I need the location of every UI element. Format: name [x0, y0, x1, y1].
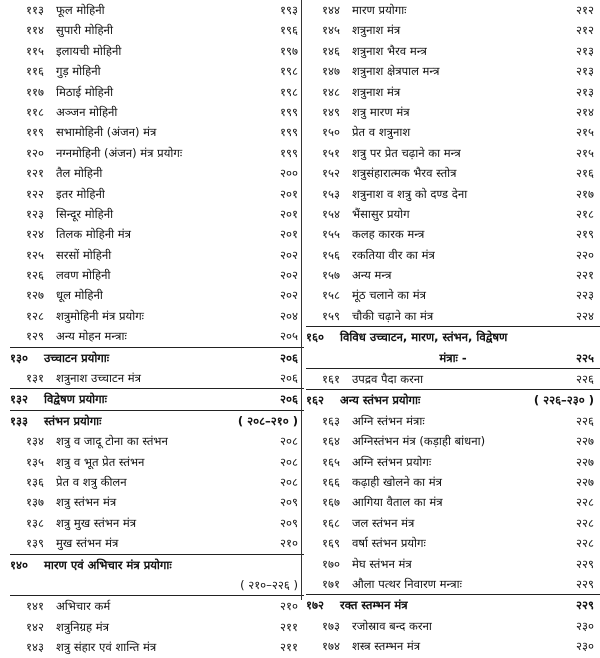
toc-entry [306, 143, 600, 163]
entry-title: रक्त स्तम्भन मंत्र [340, 598, 408, 613]
entry-page-number: २१६ [576, 166, 594, 181]
toc-section-heading [10, 347, 304, 368]
toc-entry [306, 245, 600, 265]
entry-title: मिठाई मोहिनी [56, 84, 114, 99]
entry-number: १४३ [26, 640, 44, 655]
entry-page-number: २३० [576, 618, 594, 633]
entry-page-number: २१५ [576, 125, 594, 140]
entry-title: नग्नमोहिनी (अंजन) मंत्र प्रयोगः [56, 145, 183, 160]
entry-page-number: २२८ [576, 536, 594, 551]
entry-title: शत्रु व भूत प्रेत स्तंभन [56, 454, 145, 469]
entry-page-number: ( २२६–२३० ) [533, 393, 594, 408]
entry-title: शत्रुमोहिनी मंत्र प्रयोगः [56, 308, 144, 323]
entry-page-number: २०४ [280, 308, 298, 323]
entry-number: १६७ [322, 495, 340, 510]
toc-entry [306, 431, 600, 451]
toc-entry [10, 637, 304, 657]
entry-page-number: २२८ [576, 515, 594, 530]
toc-entry [10, 102, 304, 122]
entry-title: आगिया वैताल का मंत्र [352, 495, 443, 510]
entry-number: १४७ [322, 64, 340, 79]
toc-entry [10, 245, 304, 265]
entry-number: १३६ [26, 474, 44, 489]
entry-page-number: २१० [280, 599, 298, 614]
entry-page-number: २११ [280, 640, 298, 655]
entry-number: १५० [322, 125, 340, 140]
entry-number: १६२ [306, 393, 324, 408]
entry-title: विविध उच्चाटन, मारण, स्तंभन, विद्वेषण [340, 330, 508, 345]
toc-entry [10, 41, 304, 61]
entry-number: १४४ [322, 3, 340, 17]
toc-entry [306, 102, 600, 122]
entry-page-number: २०० [280, 166, 298, 181]
entry-title: शत्रुनाश व शत्रु को दण्ड देना [352, 186, 468, 201]
entry-number: १३९ [26, 536, 44, 551]
entry-title: मूंठ चलाने का मंत्र [352, 288, 427, 303]
entry-number: १४९ [322, 104, 340, 119]
entry-number: १७१ [322, 576, 340, 591]
toc-entry [10, 326, 304, 346]
entry-page-number: ( २०८–२१० ) [237, 413, 298, 428]
entry-title: अग्निस्तंभन मंत्र (कड़ाही बांधना) [352, 434, 486, 449]
entry-number: १४१ [26, 599, 44, 614]
entry-page-number: २१८ [576, 206, 594, 221]
entry-number: १३८ [26, 515, 44, 530]
toc-entry [306, 0, 600, 20]
entry-title: अग्नि स्तंभन प्रयोगः [352, 454, 432, 469]
entry-page-number: २१२ [576, 3, 594, 17]
entry-page-number: २२८ [576, 495, 594, 510]
entry-title: शत्रु मुख स्तंभन मंत्र [56, 515, 137, 530]
entry-page-number: २०१ [280, 206, 298, 221]
entry-title: अन्य स्तंभन प्रयोगाः [340, 393, 421, 408]
entry-title: अग्नि स्तंभन मंत्राः [352, 413, 425, 428]
entry-page-number: २२९ [576, 598, 594, 613]
entry-number: ११४ [26, 23, 44, 38]
entry-number: १४० [10, 557, 28, 572]
entry-number: १४६ [322, 43, 340, 58]
entry-page-number: २२९ [576, 556, 594, 571]
entry-title: मुख स्तंभन मंत्र [56, 536, 119, 551]
entry-title: कढ़ाही खोलने का मंत्र [352, 474, 442, 489]
entry-title: शत्रु व जादू टोना का स्तंभन [56, 434, 168, 449]
toc-entry [306, 163, 600, 183]
toc-entry [306, 574, 600, 594]
entry-number: १२० [26, 145, 44, 160]
entry-title: रजोस्राव बन्द करना [352, 618, 432, 633]
entry-number: १५५ [322, 227, 340, 242]
entry-number: १२५ [26, 247, 44, 262]
entry-number: ११८ [26, 104, 44, 119]
entry-page-number: २०६ [280, 350, 298, 365]
toc-entry [10, 617, 304, 637]
entry-page-number: २२६ [576, 413, 594, 428]
entry-page-number: १९७ [280, 43, 298, 58]
entry-number: १२२ [26, 186, 44, 201]
entry-page-number: २२९ [576, 576, 594, 591]
entry-number: १३२ [10, 392, 28, 407]
entry-title: शत्रुनाश उच्चाटन मंत्र [56, 371, 141, 386]
toc-entry [306, 472, 600, 492]
toc-entry [306, 636, 600, 656]
entry-title: अभिचार कर्म [56, 599, 111, 614]
entry-title: स्तंभन प्रयोगाः [44, 413, 102, 428]
entry-number: १४८ [322, 84, 340, 99]
entry-page-number: २१३ [576, 64, 594, 79]
entry-title: अन्य मोहन मन्त्राः [56, 329, 127, 344]
toc-entry [10, 595, 304, 616]
toc-section-heading [10, 410, 304, 431]
entry-title: सभामोहिनी (अंजन) मंत्र [56, 125, 157, 140]
toc-entry [10, 20, 304, 40]
entry-title: सुपारी मोहिनी [56, 23, 113, 38]
entry-title: सिन्दूर मोहिनी [56, 206, 114, 221]
entry-page-number: ( २१०–२२६ ) [240, 577, 298, 592]
entry-page-number: २१३ [576, 43, 594, 58]
entry-number: १५३ [322, 186, 340, 201]
entry-page-number: २०८ [280, 434, 298, 449]
toc-section-heading [306, 594, 600, 615]
toc-section-heading [306, 326, 600, 347]
toc-entry [10, 224, 304, 244]
entry-number: १२४ [26, 227, 44, 242]
entry-title: शत्रु मारण मंत्र [352, 104, 410, 119]
entry-number: १२८ [26, 308, 44, 323]
toc-entry [10, 368, 304, 388]
entry-title: धूल मोहिनी [56, 288, 103, 303]
entry-page-number: १९३ [280, 3, 298, 17]
column-divider [301, 0, 302, 600]
entry-page-number: २०९ [280, 495, 298, 510]
toc-entry [10, 431, 304, 451]
entry-number: १६१ [322, 372, 340, 387]
toc-section-heading [10, 388, 304, 409]
entry-title: सरसों मोहिनी [56, 247, 112, 262]
entry-title: जल स्तंभन मंत्र [352, 515, 415, 530]
entry-number: १३१ [26, 371, 44, 386]
toc-entry [306, 82, 600, 102]
entry-number: १५१ [322, 145, 340, 160]
toc-entry [306, 20, 600, 40]
entry-title: शत्रुनाश क्षेत्रपाल मन्त्र [352, 64, 440, 79]
entry-title: शस्त्र स्तम्भन मंत्र [352, 639, 421, 654]
entry-title: चौकी चढ़ाने का मंत्र [352, 308, 434, 323]
entry-number: १३७ [26, 495, 44, 510]
entry-number: १४२ [26, 619, 44, 634]
entry-page-number: २२१ [576, 268, 594, 283]
entry-number: ११९ [26, 125, 44, 140]
entry-title: मारण एवं अभिचार मंत्र प्रयोगाः [44, 557, 172, 572]
entry-page-number: २२७ [576, 434, 594, 449]
entry-page-number: २१७ [576, 186, 594, 201]
toc-right-column [306, 0, 600, 657]
toc-entry [306, 265, 600, 285]
entry-title: तैल मोहिनी [56, 166, 103, 181]
toc-entry [306, 411, 600, 431]
entry-number: ११६ [26, 64, 44, 79]
entry-title: लवण मोहिनी [56, 268, 111, 283]
entry-number: १२३ [26, 206, 44, 221]
entry-title: रकतिया वीर का मंत्र [352, 247, 435, 262]
entry-title: उपद्रव पैदा करना [352, 372, 424, 387]
toc-entry [10, 285, 304, 305]
entry-page-number: १९९ [280, 125, 298, 140]
entry-number: १३५ [26, 454, 44, 469]
entry-number: १६५ [322, 454, 340, 469]
entry-page-number: २०६ [280, 392, 298, 407]
entry-title: अञ्जन मोहिनी [56, 104, 118, 119]
entry-page-number: २१४ [576, 104, 594, 119]
entry-page-number: २२० [576, 247, 594, 262]
toc-entry [10, 306, 304, 326]
entry-page-number: २२७ [576, 474, 594, 489]
entry-title: गुड़ मोहिनी [56, 64, 101, 79]
entry-page-number: १९९ [280, 145, 298, 160]
toc-entry [306, 533, 600, 553]
entry-page-number: २३० [576, 639, 594, 654]
toc-entry [10, 61, 304, 81]
entry-title: वर्षा स्तंभन प्रयोगः [352, 536, 426, 551]
entry-number: १२७ [26, 288, 44, 303]
entry-title: शत्रु स्तंभन मंत्र [56, 495, 117, 510]
toc-section-heading [10, 554, 304, 575]
entry-number: १५६ [322, 247, 340, 262]
entry-page-number: २२३ [576, 288, 594, 303]
entry-page-number: १९८ [280, 64, 298, 79]
entry-number: १६० [306, 330, 324, 345]
entry-title: मारण प्रयोगाः [352, 3, 407, 17]
entry-number: १२६ [26, 268, 44, 283]
toc-entry [306, 61, 600, 81]
entry-title: शत्रुनाश मंत्र [352, 84, 401, 99]
toc-entry [10, 492, 304, 512]
entry-page-number: १९६ [280, 23, 298, 38]
entry-page-number: २०२ [280, 268, 298, 283]
entry-page-number: २१९ [576, 227, 594, 242]
entry-number: १३४ [26, 434, 44, 449]
entry-title: मेघ स्तंभन मंत्र [352, 556, 412, 571]
toc-entry [306, 368, 600, 389]
entry-title: इतर मोहिनी [56, 186, 105, 201]
entry-page-number: २२६ [576, 372, 594, 387]
toc-entry [10, 533, 304, 553]
entry-page-number: १९९ [280, 104, 298, 119]
entry-page-number: २०८ [280, 454, 298, 469]
entry-title: तिलक मोहिनी मंत्र [56, 227, 131, 242]
toc-entry [306, 224, 600, 244]
toc-entry [10, 143, 304, 163]
toc-section-heading [306, 389, 600, 410]
toc-entry [10, 513, 304, 533]
entry-page-number: २२४ [576, 308, 594, 323]
toc-entry [306, 204, 600, 224]
entry-title: भैंसासुर प्रयोग [352, 206, 410, 221]
entry-page-number: २१३ [576, 84, 594, 99]
entry-title: इलायची मोहिनी [56, 43, 122, 58]
entry-number: १३३ [10, 413, 28, 428]
toc-entry [306, 492, 600, 512]
entry-number: १५४ [322, 206, 340, 221]
entry-title: प्रेत व शत्रु कीलन [56, 474, 127, 489]
toc-entry [10, 0, 304, 20]
toc-entry [306, 285, 600, 305]
entry-number: १६६ [322, 474, 340, 489]
entry-number: १७३ [322, 618, 340, 633]
entry-page-number: २०२ [280, 247, 298, 262]
toc-entry [306, 554, 600, 574]
entry-number: ११३ [26, 3, 44, 17]
entry-page-number: २१२ [576, 23, 594, 38]
entry-title: शत्रुसंहारात्मक भैरव स्तोत्र [352, 166, 457, 181]
entry-page-number: २०२ [280, 288, 298, 303]
entry-title: फूल मोहिनी [56, 3, 105, 17]
entry-title: शत्रुनाश भैरव मन्त्र [352, 43, 427, 58]
entry-number: १५९ [322, 308, 340, 323]
entry-number: १६३ [322, 413, 340, 428]
entry-number: १५८ [322, 288, 340, 303]
toc-entry [306, 616, 600, 636]
entry-page-number: २०९ [280, 515, 298, 530]
entry-number: १७० [322, 556, 340, 571]
entry-title: कलह कारक मन्त्र [352, 227, 425, 242]
entry-number: १३० [10, 350, 28, 365]
toc-entry [306, 306, 600, 326]
entry-number: १६४ [322, 434, 340, 449]
entry-page-number: २०१ [280, 227, 298, 242]
entry-number: १२१ [26, 166, 44, 181]
entry-page-number: १९८ [280, 84, 298, 99]
entry-number: १७४ [322, 639, 340, 654]
toc-entry [10, 472, 304, 492]
toc-entry [10, 265, 304, 285]
entry-page-number: २१० [280, 536, 298, 551]
entry-page-number: २११ [280, 619, 298, 634]
entry-title: अन्य मन्त्र [352, 268, 392, 283]
entry-title: शत्रुनिग्रह मंत्र [56, 619, 110, 634]
toc-entry [306, 41, 600, 61]
entry-title: औला पत्थर निवारण मन्त्राः [352, 576, 462, 591]
entry-page-number: २१५ [576, 145, 594, 160]
entry-title: उच्चाटन प्रयोगाः [44, 350, 110, 365]
toc-left-column [10, 0, 304, 658]
entry-number: ११७ [26, 84, 44, 99]
entry-page-number: २०५ [280, 329, 298, 344]
toc-entry [306, 348, 600, 368]
entry-title: शत्रुनाश मंत्र [352, 23, 401, 38]
entry-number: १६९ [322, 536, 340, 551]
toc-entry [10, 204, 304, 224]
entry-page-number: २२७ [576, 454, 594, 469]
entry-title: शत्रु संहार एवं शान्ति मंत्र [56, 640, 157, 655]
toc-entry [306, 513, 600, 533]
toc-entry [10, 82, 304, 102]
toc-entry [306, 184, 600, 204]
entry-page-number: २२५ [576, 350, 594, 365]
toc-entry [10, 575, 304, 595]
entry-number: १५२ [322, 166, 340, 181]
entry-number: १५७ [322, 268, 340, 283]
entry-page-number: २०१ [280, 186, 298, 201]
toc-entry [306, 122, 600, 142]
toc-entry [306, 452, 600, 472]
toc-entry [10, 122, 304, 142]
entry-page-number: २०८ [280, 474, 298, 489]
entry-title: मंत्राः - [439, 350, 467, 365]
toc-entry [10, 163, 304, 183]
entry-number: १२९ [26, 329, 44, 344]
entry-page-number: २०६ [280, 371, 298, 386]
entry-number: १४५ [322, 23, 340, 38]
toc-entry [10, 452, 304, 472]
entry-title: विद्वेषण प्रयोगाः [44, 392, 107, 407]
entry-number: १७२ [306, 598, 324, 613]
entry-number: ११५ [26, 43, 44, 58]
entry-title: शत्रु पर प्रेत चढ़ाने का मन्त्र [352, 145, 461, 160]
entry-number: १६८ [322, 515, 340, 530]
toc-entry [10, 184, 304, 204]
entry-title: प्रेत व शत्रुनाश [352, 125, 411, 140]
